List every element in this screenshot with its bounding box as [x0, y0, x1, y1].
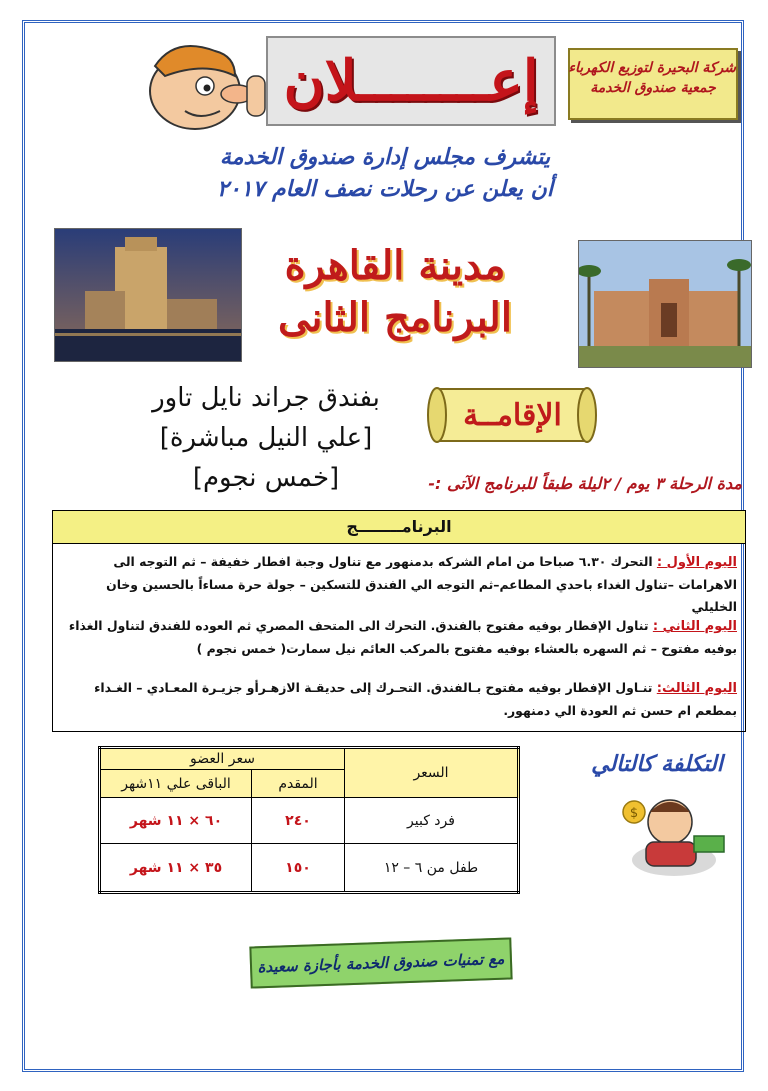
trip-duration: مدة الرحلة ٣ يوم / ٢ليلة طبقاً للبرنامج الآتى :-: [428, 474, 742, 493]
accommodation-label: الإقامــة: [463, 398, 562, 433]
row-down: ٢٤٠: [252, 798, 345, 844]
member-price-header: سعر العضو: [100, 748, 345, 770]
row-rest: ٣٥ × ١١ شهر: [100, 844, 252, 893]
hotel-info: [130, 378, 402, 498]
day-text: تناول الإفطار بوفيه مفتوح بالفندق. التحرك الى المتحف المصري ثم العوده للفندق لتناول الغذاء بوفيه مفتوح – ثم السهره بالعشاء بوفيه مفتوح بالمركب العائم نيل سمارت( خمس نجوم ): [68, 618, 737, 656]
program-heading: البرنامــــــــج: [53, 511, 745, 544]
program-day-3: [61, 677, 737, 722]
cartoon-man-illustration: [135, 36, 275, 136]
closing-badge: مع تمنيات صندوق الخدمة بأجازة سعيدة: [249, 937, 512, 988]
destination-block: [250, 240, 540, 360]
day-text: تنـاول الإفطار بوفيه مفتوح بـالفندق. التحـرك إلى حديقـة الازهـرأو جزيـرة المعـادي – الغـداء بمطعم ام حسن ثم العودة الي دمنهور.: [94, 680, 737, 718]
cost-label: التكلفة كالتالي: [591, 752, 723, 777]
day-label: اليوم الثالث:: [656, 681, 737, 696]
destination-city: مدينة القاهرة: [284, 242, 506, 289]
price-table: [98, 746, 520, 894]
hotel-stars: [خمس نجوم]: [192, 463, 340, 493]
fund-name: جمعية صندوق الخدمة: [590, 80, 716, 96]
money-cartoon-illustration: [612, 790, 736, 880]
company-name: شركة البحيرة لتوزيع الكهرباء: [568, 60, 736, 76]
row-type: فرد كبير: [345, 798, 519, 844]
row-rest: ٦٠ × ١١ شهر: [100, 798, 252, 844]
price-header: السعر: [345, 748, 519, 798]
company-badge: [568, 48, 738, 120]
program-box: [52, 510, 746, 732]
museum-photo: [578, 240, 752, 368]
hotel-name: بفندق جراند نايل تاور: [152, 383, 380, 413]
row-type: طفل من ٦ – ١٢: [345, 844, 519, 893]
day-label: اليوم الثاني :: [652, 619, 737, 634]
intro-line-1: يتشرف مجلس إدارة صندوق الخدمة: [219, 145, 551, 170]
announcement-title: إعــــــــلان: [283, 48, 539, 114]
down-payment-header: المقدم: [252, 770, 345, 798]
hotel-photo: [54, 228, 242, 362]
table-row: [100, 798, 519, 844]
day-text: التحرك ٦.٣٠ صباحا من امام الشركه بدمنهور مع تناول وجبة افطار خفيفة – ثم التوجه الى الاهرامات –تناول الغداء باحدي المطاعم–ثم التوجه الي الفندق للتسكين – جولة حرة مساءاً بالحسين وخان الخليلي: [106, 554, 737, 614]
table-row: [100, 844, 519, 893]
intro-text: [150, 142, 620, 206]
intro-line-2: أن يعلن عن رحلات نصف العام ٢٠١٧: [217, 177, 553, 202]
program-day-1: [61, 551, 737, 618]
day-label: اليوم الأول :: [656, 555, 737, 570]
program-day-2: [61, 615, 737, 660]
hotel-location: [علي النيل مباشرة]: [159, 423, 373, 453]
announcement-sign: [266, 36, 556, 126]
destination-program: البرنامج الثانى: [278, 294, 512, 341]
remaining-header: الباقى علي ١١شهر: [100, 770, 252, 798]
coin-symbol: $: [629, 806, 639, 821]
row-down: ١٥٠: [252, 844, 345, 893]
